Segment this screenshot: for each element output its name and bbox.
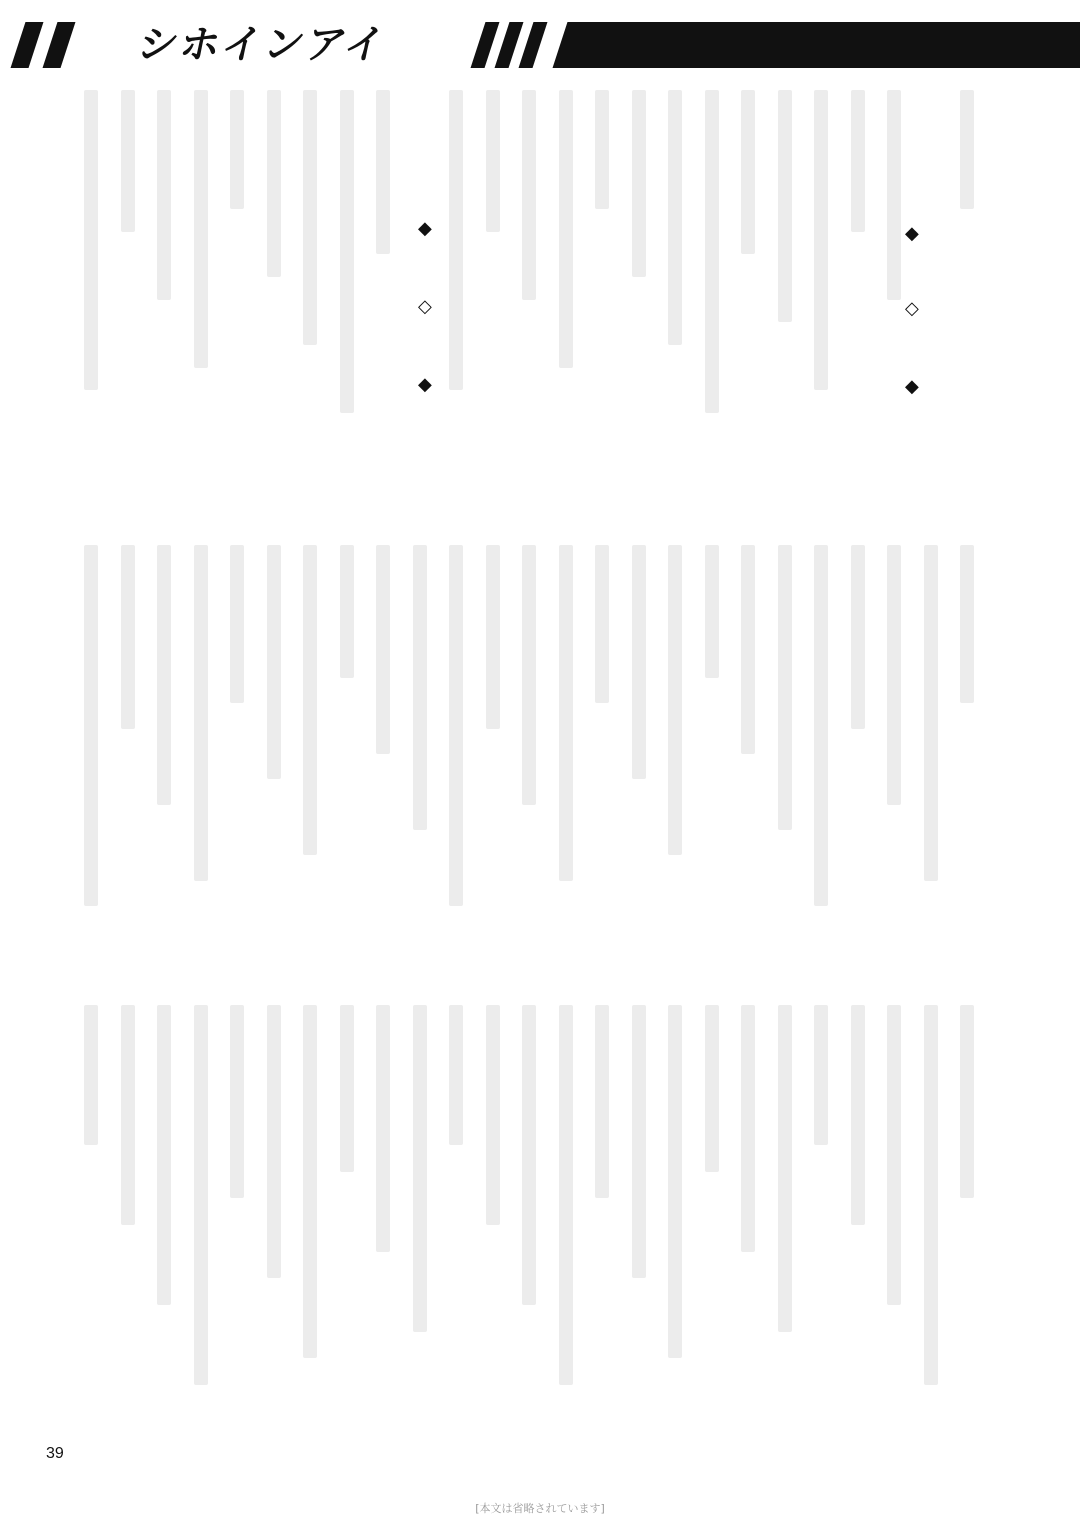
redacted-text-column — [814, 90, 828, 390]
redacted-text-column — [157, 545, 171, 805]
redacted-text-column — [340, 90, 354, 413]
redacted-text-column — [449, 90, 463, 390]
redacted-text-column — [960, 90, 974, 209]
redacted-text-column — [668, 90, 682, 345]
redacted-text-column — [668, 1005, 682, 1358]
redacted-text-column — [851, 1005, 865, 1225]
redacted-text-column — [595, 545, 609, 703]
redacted-text-column — [668, 545, 682, 855]
redacted-text-column — [522, 90, 536, 300]
redacted-text-column — [230, 90, 244, 209]
redacted-text-column — [157, 1005, 171, 1305]
redacted-text-column — [303, 90, 317, 345]
redacted-text-column — [303, 1005, 317, 1358]
redacted-text-column — [778, 545, 792, 830]
redacted-text-column — [121, 1005, 135, 1225]
scene-break-top-2: ◆ — [418, 218, 432, 239]
redacted-text-column — [741, 90, 755, 254]
banner-stripe — [519, 22, 548, 68]
redacted-text-column — [413, 1005, 427, 1332]
redacted-text-column — [340, 1005, 354, 1172]
redacted-text-column — [194, 90, 208, 368]
redacted-text-column — [595, 90, 609, 209]
redacted-text-column — [486, 1005, 500, 1225]
redacted-text-column — [559, 90, 573, 368]
redacted-text-column — [522, 545, 536, 805]
redacted-text-column — [194, 545, 208, 881]
redacted-text-column — [413, 545, 427, 830]
redacted-text-column — [778, 90, 792, 322]
redacted-text-column — [705, 90, 719, 413]
redacted-text-column — [960, 545, 974, 703]
redacted-text-column — [449, 1005, 463, 1145]
redacted-text-column — [741, 545, 755, 754]
scene-break-bot-2: ◆ — [418, 374, 432, 395]
redacted-text-column — [924, 545, 938, 881]
redacted-text-column — [705, 545, 719, 678]
redacted-text-column — [267, 90, 281, 277]
redacted-text-column — [449, 545, 463, 906]
banner-block — [553, 22, 1080, 68]
redacted-text-column — [778, 1005, 792, 1332]
page-header-title: シホインアイ — [133, 22, 392, 68]
redacted-text-column — [376, 545, 390, 754]
redacted-text-column — [924, 1005, 938, 1385]
content-note: [本文は省略されています] — [475, 1502, 605, 1515]
redacted-text-column — [267, 1005, 281, 1278]
redacted-text-column — [486, 545, 500, 729]
redacted-text-column — [121, 545, 135, 729]
redacted-text-column — [595, 1005, 609, 1198]
banner-stripe — [495, 22, 524, 68]
redacted-text-column — [559, 545, 573, 881]
redacted-text-column — [376, 1005, 390, 1252]
banner-stripe — [43, 22, 76, 68]
redacted-text-column — [303, 545, 317, 855]
redacted-text-column — [887, 90, 901, 300]
redacted-text-column — [887, 1005, 901, 1305]
scene-break-top-1: ◆ — [905, 223, 919, 244]
redacted-text-column — [376, 90, 390, 254]
banner-stripe — [471, 22, 500, 68]
redacted-text-column — [267, 545, 281, 779]
redacted-text-column — [486, 90, 500, 232]
redacted-text-column — [632, 1005, 646, 1278]
redacted-text-column — [157, 90, 171, 300]
redacted-text-column — [814, 545, 828, 906]
redacted-text-column — [814, 1005, 828, 1145]
redacted-text-column — [121, 90, 135, 232]
redacted-text-column — [230, 545, 244, 703]
redacted-text-column — [84, 1005, 98, 1145]
redacted-text-column — [851, 545, 865, 729]
redacted-text-column — [741, 1005, 755, 1252]
redacted-text-column — [705, 1005, 719, 1172]
redacted-text-column — [340, 545, 354, 678]
scene-break-bot-1: ◆ — [905, 376, 919, 397]
redacted-text-column — [887, 545, 901, 805]
scene-break-mid-1: ◇ — [905, 298, 919, 319]
redacted-text-column — [84, 90, 98, 390]
redacted-text-column — [559, 1005, 573, 1385]
redacted-text-column — [632, 545, 646, 779]
page-number: 39 — [46, 1445, 64, 1462]
scene-break-mid-2: ◇ — [418, 296, 432, 317]
redacted-text-column — [230, 1005, 244, 1198]
redacted-text-column — [632, 90, 646, 277]
redacted-text-column — [960, 1005, 974, 1198]
redacted-text-column — [84, 545, 98, 906]
banner-stripe — [11, 22, 44, 68]
redacted-text-column — [522, 1005, 536, 1305]
redacted-text-column — [851, 90, 865, 232]
redacted-text-column — [194, 1005, 208, 1385]
